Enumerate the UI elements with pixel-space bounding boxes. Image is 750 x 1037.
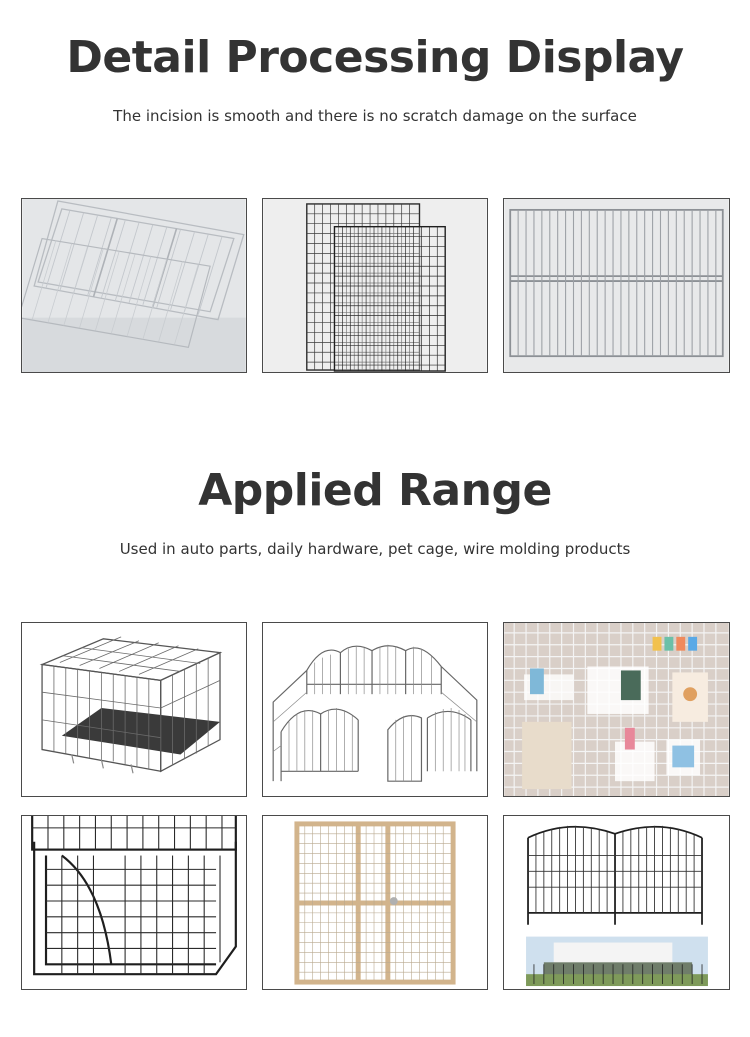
detail-title: Detail Processing Display	[66, 32, 684, 83]
applied-subtitle: Used in auto parts, daily hardware, pet cage, wire molding products	[119, 540, 631, 558]
garden-fence-pen-photo	[262, 622, 488, 797]
wooden-pet-gate-photo	[262, 815, 488, 990]
pet-cage-photo	[21, 622, 247, 797]
applied-title: Applied Range	[198, 465, 552, 516]
black-wire-basket-photo	[21, 815, 247, 990]
black-grid-panels-photo	[262, 198, 488, 373]
wire-rack-stack-image	[22, 199, 246, 372]
decorative-fence-image	[504, 816, 729, 989]
wall-grid-organizer-photo	[503, 622, 730, 797]
wall-grid-organizer-image	[504, 623, 729, 796]
wire-rack-stack-photo	[21, 198, 247, 373]
detail-subtitle: The incision is smooth and there is no scratch damage on the surface	[113, 107, 637, 125]
wooden-pet-gate-image	[263, 816, 487, 989]
black-grid-panels-image	[263, 199, 487, 372]
pet-cage-image	[22, 623, 246, 796]
black-wire-basket-image	[22, 816, 246, 989]
garden-fence-pen-image	[263, 623, 487, 796]
chrome-wire-shelf-photo	[503, 198, 730, 373]
chrome-wire-shelf-image	[504, 199, 729, 372]
decorative-fence-photo	[503, 815, 730, 990]
